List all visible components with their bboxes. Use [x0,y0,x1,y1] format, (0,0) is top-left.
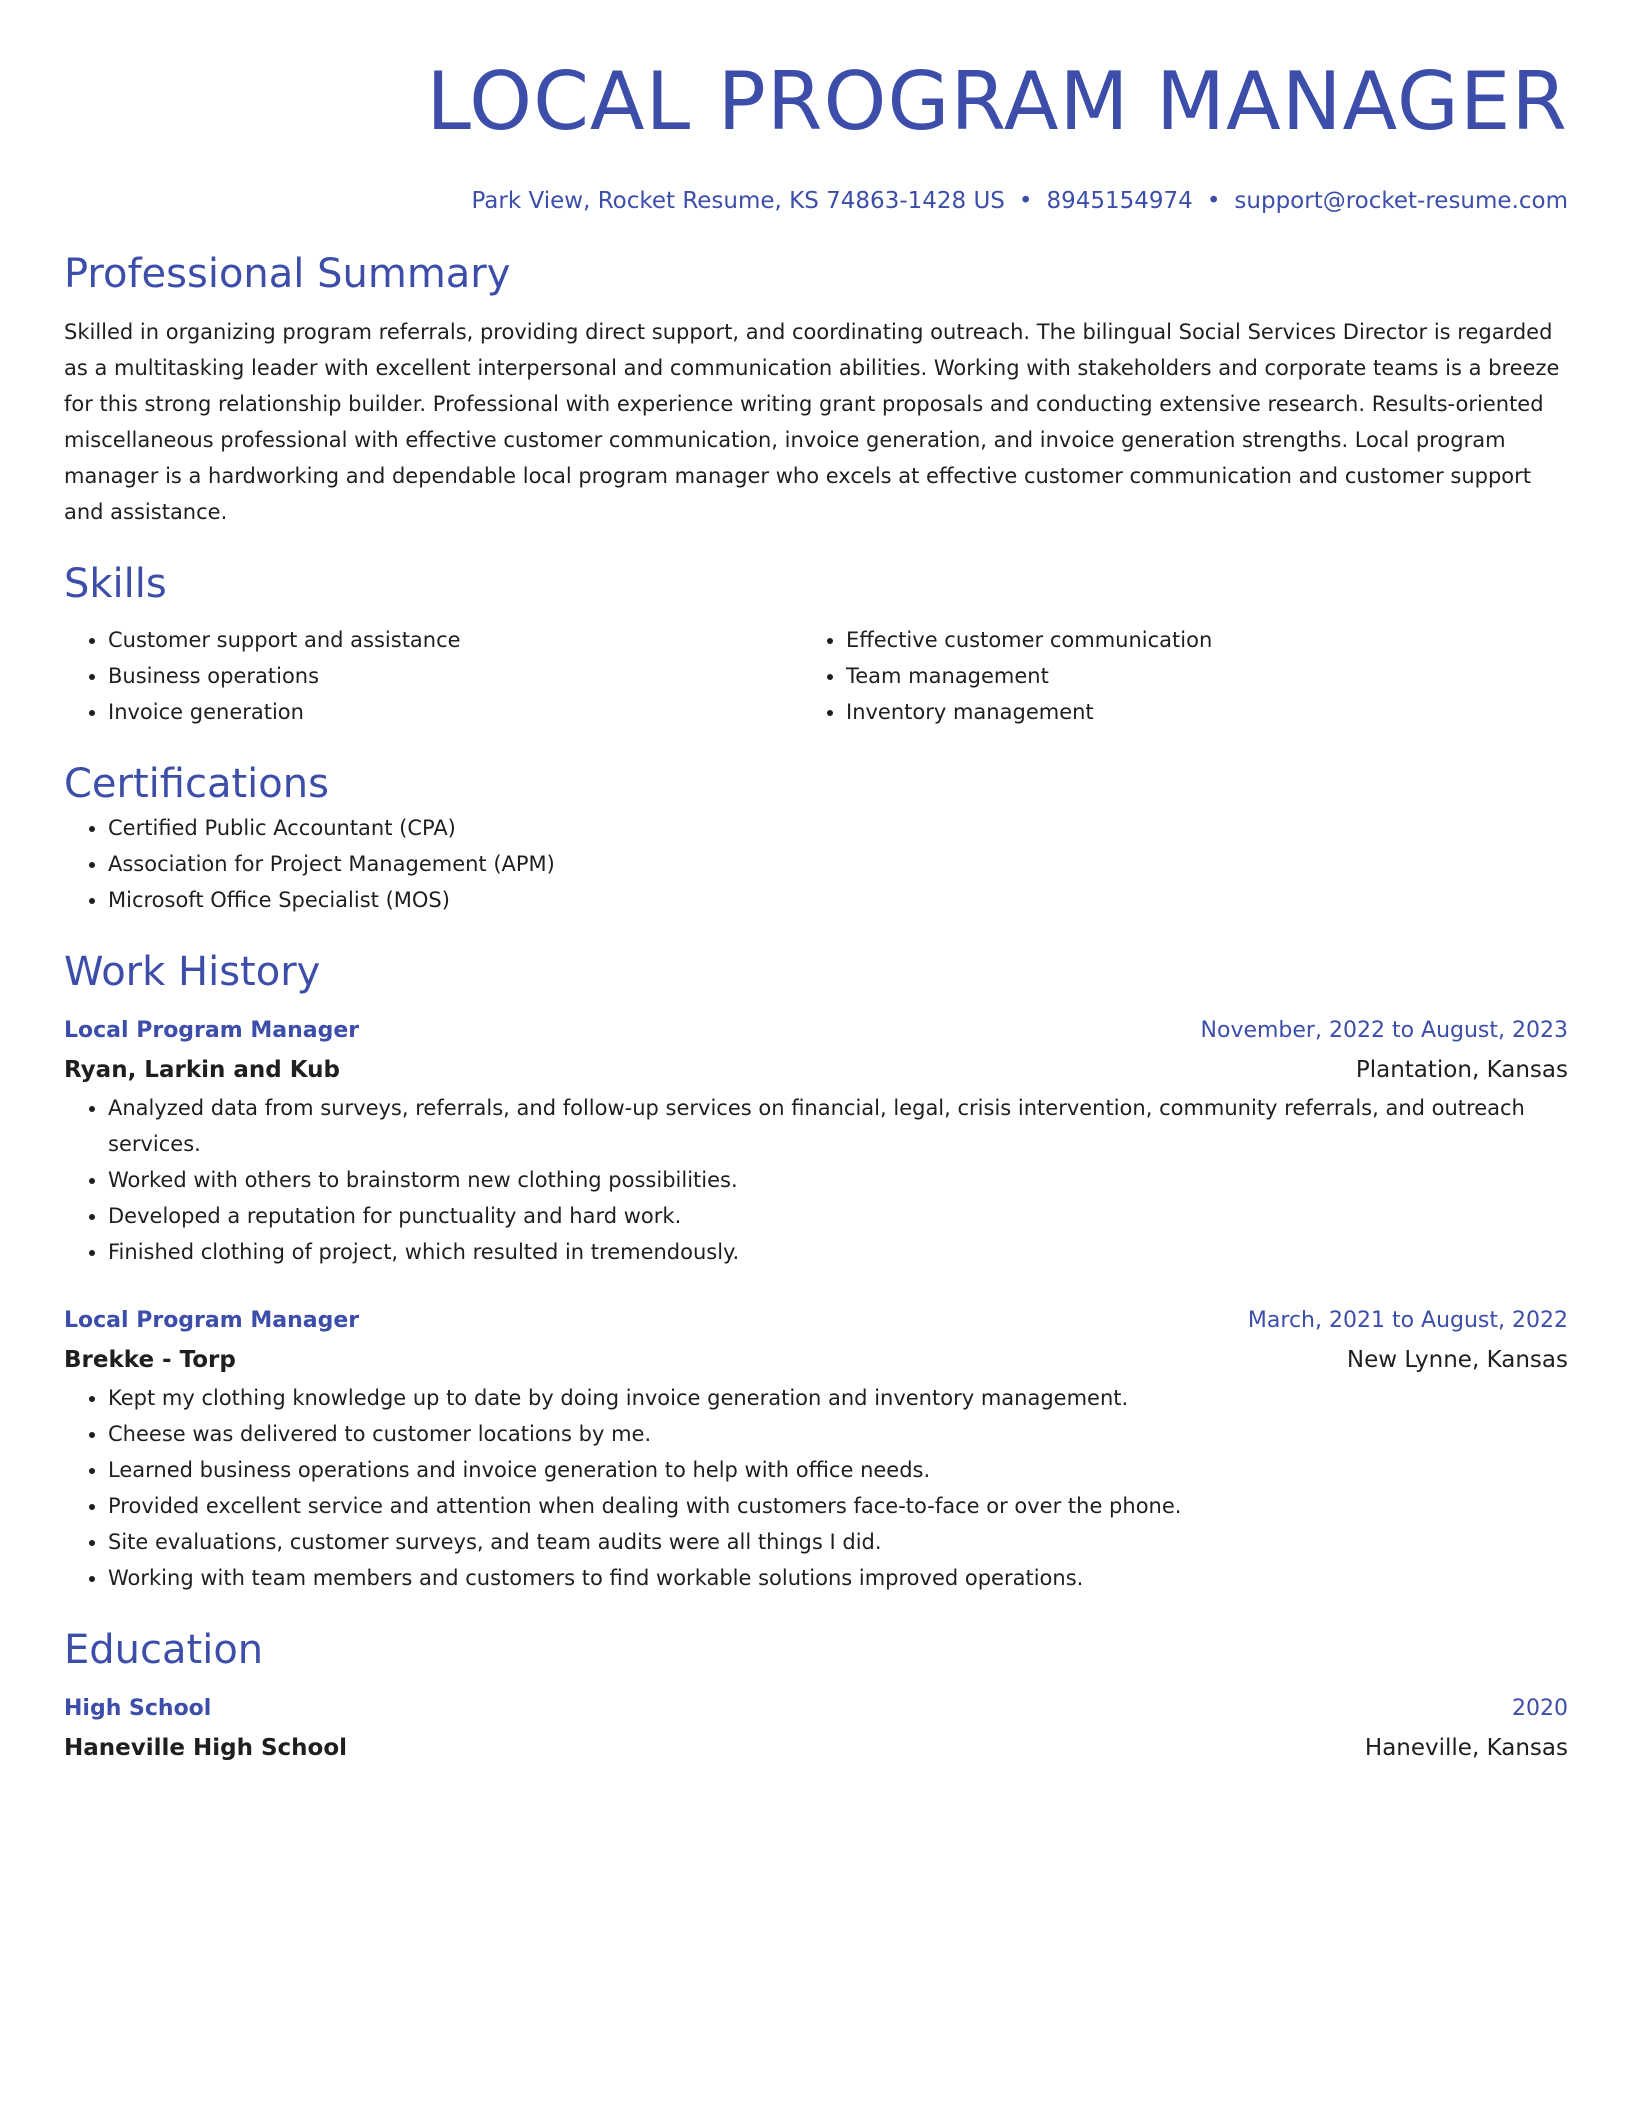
summary-text: Skilled in organizing program referrals, providing direct support, and coordinating outreach. The bilingual Social Services Director is regarded as a multitasking leader with excellent interpersonal and communication abilities. Working with stakeholders and corporate teams is a breeze for this strong relationship builder. Professional with experience writing grant proposals and conducting extensive research. Results-oriented miscellaneous professional with effective customer communication, invoice generation, and invoice generation strengths. Local program manager is a hardworking and dependable local program manager who excels at effective customer communication and customer support and assistance. [64,320,1560,524]
job-header [64,1012,1568,1050]
summary-heading: Professional Summary [64,251,511,297]
job-bullet: • Developed a reputation for punctuality and hard work. [108,1198,1568,1234]
job-bullet: • Analyzed data from surveys, referrals, and follow-up services on financial, legal, crisis intervention, community referrals, and outreach services. [108,1090,1568,1162]
skills-list-right [802,622,1540,730]
job-company: Ryan, Larkin and Kub [64,1057,341,1083]
skills-heading: Skills [64,561,167,607]
skill-item: • Business operations [108,658,802,694]
skill-item: • Inventory management [846,694,1540,730]
job-bullet: • Finished clothing of project, which resulted in tremendously. [108,1234,1568,1270]
skill-item: • Customer support and assistance [108,622,802,658]
job-location: New Lynne, Kansas [1346,1347,1568,1373]
job-bullet: • Learned business operations and invoice generation to help with office needs. [108,1452,1568,1488]
skills-column-left [64,622,802,730]
job-dates: November, 2022 to August, 2023 [1200,1018,1568,1043]
job-bullet: • Worked with others to brainstorm new clothing possibilities. [108,1162,1568,1198]
skills-list-left [64,622,802,730]
certification-item: • Association for Project Management (APM) [108,846,1568,882]
job-subheader [64,1340,1568,1380]
contact-separator: • [1018,188,1033,214]
contact-address: Park View, Rocket Resume, KS 74863-1428 US [471,188,1005,214]
job-header [64,1302,1568,1340]
education-header [64,1690,1568,1728]
job-subheader [64,1050,1568,1090]
job-bullets [64,1090,1568,1270]
job-entry [64,1302,1568,1596]
job-role: Local Program Manager [64,1308,360,1333]
job-dates: March, 2021 to August, 2022 [1247,1308,1568,1333]
skills-column-right [802,622,1540,730]
job-role: Local Program Manager [64,1018,360,1043]
skills-grid [64,622,1568,730]
skill-item: • Team management [846,658,1540,694]
skill-item: • Invoice generation [108,694,802,730]
education-school: Haneville High School [64,1735,348,1761]
education-degree: High School [64,1696,212,1721]
job-location: Plantation, Kansas [1355,1057,1568,1083]
certifications-heading: Certifications [64,761,329,807]
job-bullet: • Working with team members and customers to find workable solutions improved operations. [108,1560,1568,1596]
work-history-heading: Work History [64,949,321,995]
job-bullets [64,1380,1568,1596]
education-year: 2020 [1512,1696,1568,1721]
contact-email: support@rocket-resume.com [1234,188,1568,214]
education-heading: Education [64,1627,264,1673]
job-bullet: • Cheese was delivered to customer locations by me. [108,1416,1568,1452]
education-location: Haneville, Kansas [1364,1735,1568,1761]
contact-line [64,186,1568,216]
skill-item: • Effective customer communication [846,622,1540,658]
contact-phone: 8945154974 [1046,188,1193,214]
certifications-list [64,810,1568,918]
job-company: Brekke - Torp [64,1347,236,1373]
education-entry [64,1690,1568,1768]
resume-title: LOCAL PROGRAM MANAGER [426,55,1568,148]
certification-item: • Certified Public Accountant (CPA) [108,810,1568,846]
contact-separator: • [1206,188,1221,214]
education-subheader [64,1728,1568,1768]
job-bullet: • Provided excellent service and attention when dealing with customers face-to-face or over the phone. [108,1488,1568,1524]
job-bullet: • Kept my clothing knowledge up to date by doing invoice generation and inventory management. [108,1380,1568,1416]
job-bullet: • Site evaluations, customer surveys, and team audits were all things I did. [108,1524,1568,1560]
certification-item: • Microsoft Office Specialist (MOS) [108,882,1568,918]
job-entry [64,1012,1568,1270]
